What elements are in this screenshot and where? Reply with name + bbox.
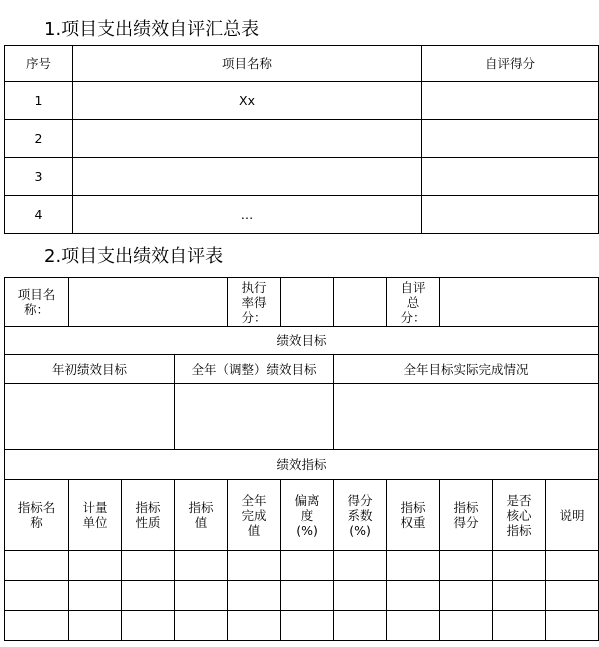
goal-adjusted-field[interactable] xyxy=(175,384,334,450)
goal-columns-row xyxy=(5,355,599,384)
indicators-header-row xyxy=(5,450,599,480)
cell[interactable] xyxy=(69,581,122,611)
cell[interactable] xyxy=(175,581,228,611)
cell[interactable] xyxy=(493,581,546,611)
cell[interactable] xyxy=(281,611,334,641)
cell[interactable] xyxy=(69,551,122,581)
row-index: 1 xyxy=(5,82,73,120)
row-self-score[interactable] xyxy=(422,196,599,234)
goals-header: 绩效目标 xyxy=(5,327,599,355)
goal-col-initial: 年初绩效目标 xyxy=(5,355,175,384)
ind-col-unit: 计量单位 xyxy=(69,480,122,551)
spacer-cell xyxy=(334,278,387,327)
cell[interactable] xyxy=(5,611,69,641)
table-row xyxy=(5,82,599,120)
cell[interactable] xyxy=(5,551,69,581)
evaluation-table xyxy=(4,277,599,641)
row-project-name[interactable] xyxy=(73,158,422,196)
ind-col-coefficient: 得分系数(%) xyxy=(334,480,387,551)
goal-col-actual: 全年目标实际完成情况 xyxy=(334,355,599,384)
ind-col-core: 是否核心指标 xyxy=(493,480,546,551)
cell[interactable] xyxy=(493,611,546,641)
summary-table-title: 1.项目支出绩效自评汇总表 xyxy=(44,19,260,40)
ind-col-weight: 指标权重 xyxy=(387,480,440,551)
project-name-field[interactable] xyxy=(69,278,228,327)
cell[interactable] xyxy=(440,551,493,581)
goal-actual-field[interactable] xyxy=(334,384,599,450)
cell[interactable] xyxy=(493,551,546,581)
cell[interactable] xyxy=(334,611,387,641)
cell[interactable] xyxy=(281,551,334,581)
table-header-row xyxy=(5,46,599,82)
goal-initial-field[interactable] xyxy=(5,384,175,450)
cell[interactable] xyxy=(281,581,334,611)
cell[interactable] xyxy=(546,551,599,581)
cell[interactable] xyxy=(69,611,122,641)
table-row xyxy=(5,158,599,196)
row-project-name[interactable]: … xyxy=(73,196,422,234)
execution-score-label: 执行率得分： xyxy=(228,278,281,327)
ind-col-deviation: 偏离度(%) xyxy=(281,480,334,551)
cell[interactable] xyxy=(175,551,228,581)
ind-col-name: 指标名称 xyxy=(5,480,69,551)
ind-col-note: 说明 xyxy=(546,480,599,551)
row-self-score[interactable] xyxy=(422,158,599,196)
row-project-name[interactable] xyxy=(73,120,422,158)
cell[interactable] xyxy=(440,611,493,641)
cell[interactable] xyxy=(387,611,440,641)
goal-col-adjusted: 全年（调整）绩效目标 xyxy=(175,355,334,384)
cell[interactable] xyxy=(546,581,599,611)
ind-col-nature: 指标性质 xyxy=(122,480,175,551)
row-index: 4 xyxy=(5,196,73,234)
info-row xyxy=(5,278,599,327)
indicator-row xyxy=(5,581,599,611)
cell[interactable] xyxy=(228,611,281,641)
header-index: 序号 xyxy=(5,46,73,82)
cell[interactable] xyxy=(228,581,281,611)
row-index: 3 xyxy=(5,158,73,196)
row-index: 2 xyxy=(5,120,73,158)
row-self-score[interactable] xyxy=(422,120,599,158)
header-project-name: 项目名称 xyxy=(73,46,422,82)
cell[interactable] xyxy=(387,551,440,581)
cell[interactable] xyxy=(175,611,228,641)
evaluation-table-title: 2.项目支出绩效自评表 xyxy=(44,246,224,267)
execution-score-field[interactable] xyxy=(281,278,334,327)
cell[interactable] xyxy=(546,611,599,641)
total-score-label: 自评总分： xyxy=(387,278,440,327)
total-score-field[interactable] xyxy=(440,278,599,327)
indicator-columns-row xyxy=(5,480,599,551)
goals-header-row xyxy=(5,327,599,355)
cell[interactable] xyxy=(5,581,69,611)
header-self-score: 自评得分 xyxy=(422,46,599,82)
cell[interactable] xyxy=(228,551,281,581)
indicators-header: 绩效指标 xyxy=(5,450,599,480)
cell[interactable] xyxy=(387,581,440,611)
ind-col-completed: 全年完成值 xyxy=(228,480,281,551)
cell[interactable] xyxy=(334,581,387,611)
row-project-name[interactable]: Xx xyxy=(73,82,422,120)
project-name-label: 项目名称： xyxy=(5,278,69,327)
cell[interactable] xyxy=(122,551,175,581)
goals-content-row xyxy=(5,384,599,450)
cell[interactable] xyxy=(440,581,493,611)
table-row xyxy=(5,196,599,234)
row-self-score[interactable] xyxy=(422,82,599,120)
table-row xyxy=(5,120,599,158)
cell[interactable] xyxy=(334,551,387,581)
summary-table xyxy=(4,45,599,234)
ind-col-score: 指标得分 xyxy=(440,480,493,551)
cell[interactable] xyxy=(122,581,175,611)
indicator-row xyxy=(5,551,599,581)
cell[interactable] xyxy=(122,611,175,641)
indicator-row xyxy=(5,611,599,641)
ind-col-value: 指标值 xyxy=(175,480,228,551)
